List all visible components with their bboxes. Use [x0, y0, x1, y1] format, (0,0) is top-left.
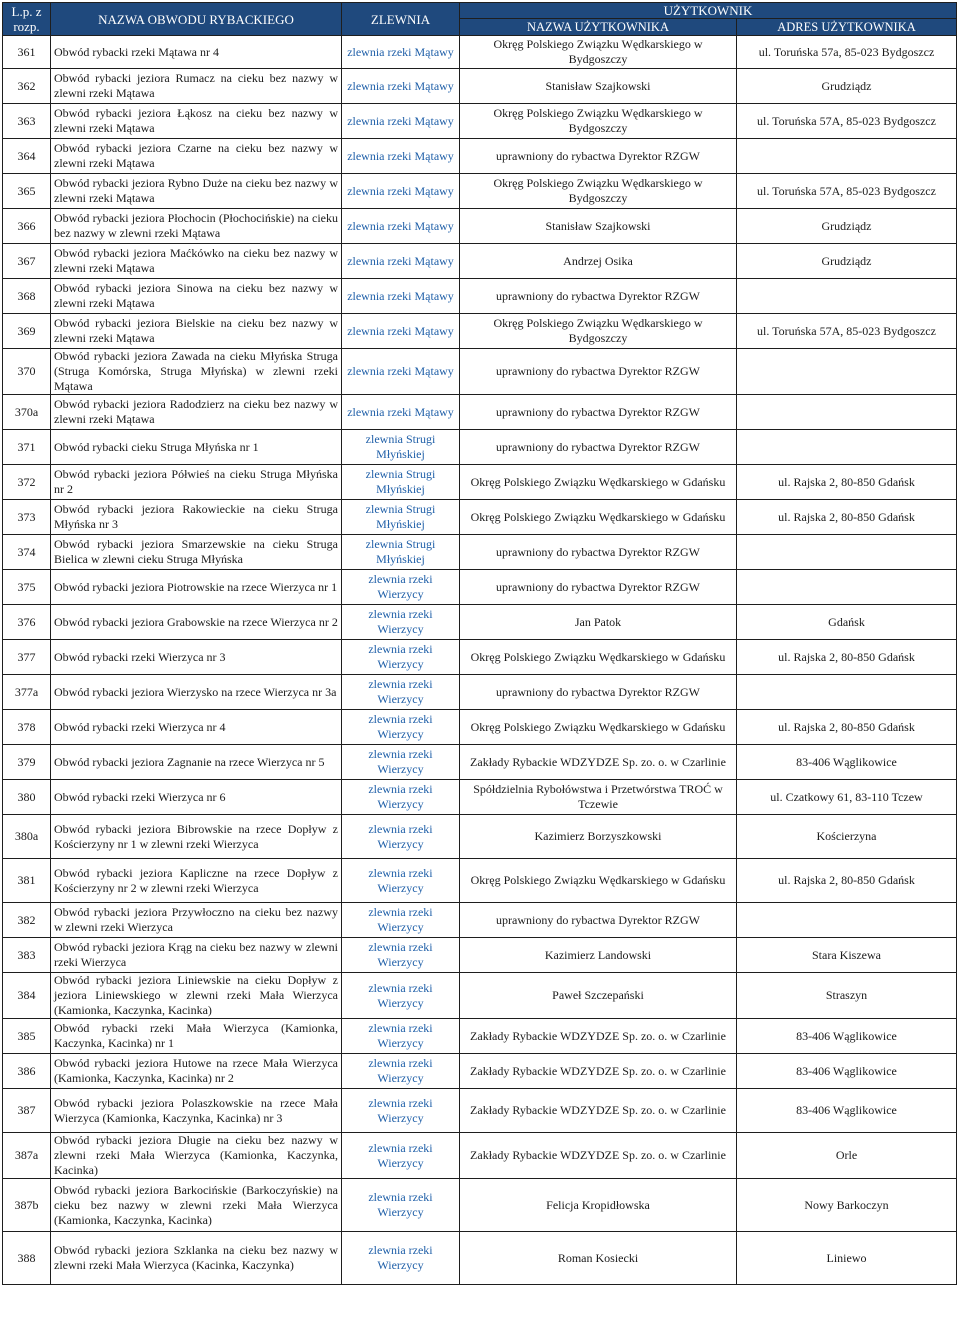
row-lp: 387a [3, 1133, 51, 1179]
row-user-address: Gdańsk [737, 605, 957, 640]
row-lp: 387 [3, 1089, 51, 1133]
row-user-name: Okręg Polskiego Związku Wędkarskiego w Gdańsku [460, 500, 737, 535]
row-basin: zlewnia rzeki Mątawy [342, 349, 460, 395]
row-basin: zlewnia Strugi Młyńskiej [342, 535, 460, 570]
row-basin: zlewnia rzeki Wierzycy [342, 1179, 460, 1232]
row-user-name: Okręg Polskiego Związku Wędkarskiego w Bydgoszczy [460, 174, 737, 209]
row-lp: 362 [3, 69, 51, 104]
row-district-name: Obwód rybacki rzeki Wierzyca nr 6 [51, 780, 342, 815]
row-district-name: Obwód rybacki jeziora Szklanka na cieku bez nazwy w zlewni rzeki Mała Wierzyca (Kacinka, Kaczynka) [51, 1232, 342, 1285]
row-lp: 384 [3, 973, 51, 1019]
row-district-name: Obwód rybacki jeziora Smarzewskie na cieku Struga Bielica w zlewni cieku Struga Młyńska [51, 535, 342, 570]
row-lp: 368 [3, 279, 51, 314]
row-user-address: 83-406 Wąglikowice [737, 1089, 957, 1133]
row-district-name: Obwód rybacki jeziora Kapliczne na rzece Dopływ z Kościerzyny nr 2 w zlewni rzeki Wierzyca [51, 859, 342, 903]
row-district-name: Obwód rybacki jeziora Rakowieckie na cieku Struga Młyńska nr 3 [51, 500, 342, 535]
table-row [3, 815, 957, 859]
row-user-address: 83-406 Wąglikowice [737, 1019, 957, 1054]
row-district-name: Obwód rybacki jeziora Płochocin (Płochocińskie) na cieku bez nazwy w zlewni rzeki Mątawa [51, 209, 342, 244]
header-lp: L.p. z rozp. [3, 3, 51, 36]
table-row [3, 465, 957, 500]
row-user-address: ul. Rajska 2, 80-850 Gdańsk [737, 640, 957, 675]
row-basin: zlewnia rzeki Mątawy [342, 104, 460, 139]
row-user-name: Stanisław Szajkowski [460, 209, 737, 244]
table-row [3, 780, 957, 815]
row-user-name: Zakłady Rybackie WDZYDZE Sp. zo. o. w Czarlinie [460, 1019, 737, 1054]
row-basin: zlewnia rzeki Wierzycy [342, 859, 460, 903]
row-basin: zlewnia rzeki Wierzycy [342, 1054, 460, 1089]
row-user-address: ul. Toruńska 57a, 85-023 Bydgoszcz [737, 36, 957, 69]
row-district-name: Obwód rybacki jeziora Krąg na cieku bez nazwy w zlewni rzeki Wierzyca [51, 938, 342, 973]
row-basin: zlewnia rzeki Wierzycy [342, 1089, 460, 1133]
table-body [3, 36, 957, 1285]
row-user-name: Felicja Kropidłowska [460, 1179, 737, 1232]
row-lp: 370a [3, 395, 51, 430]
row-lp: 377a [3, 675, 51, 710]
row-user-address: Grudziądz [737, 69, 957, 104]
row-basin: zlewnia rzeki Mątawy [342, 395, 460, 430]
row-district-name: Obwód rybacki jeziora Łąkosz na cieku bez nazwy w zlewni rzeki Mątawa [51, 104, 342, 139]
row-user-address: ul. Rajska 2, 80-850 Gdańsk [737, 465, 957, 500]
row-user-address: Grudziądz [737, 209, 957, 244]
header-user-name: NAZWA UŻYTKOWNIKA [460, 19, 737, 36]
table-row [3, 104, 957, 139]
row-lp: 377 [3, 640, 51, 675]
table-row [3, 430, 957, 465]
row-user-address [737, 349, 957, 395]
row-lp: 382 [3, 903, 51, 938]
row-basin: zlewnia rzeki Mątawy [342, 244, 460, 279]
table-row [3, 395, 957, 430]
row-district-name: Obwód rybacki jeziora Piotrowskie na rzece Wierzyca nr 1 [51, 570, 342, 605]
row-district-name: Obwód rybacki rzeki Wierzyca nr 4 [51, 710, 342, 745]
row-lp: 373 [3, 500, 51, 535]
row-basin: zlewnia Strugi Młyńskiej [342, 465, 460, 500]
row-district-name: Obwód rybacki rzeki Mątawa nr 4 [51, 36, 342, 69]
row-user-name: Roman Kosiecki [460, 1232, 737, 1285]
row-user-name: uprawniony do rybactwa Dyrektor RZGW [460, 349, 737, 395]
row-lp: 361 [3, 36, 51, 69]
row-district-name: Obwód rybacki jeziora Bielskie na cieku bez nazwy w zlewni rzeki Mątawa [51, 314, 342, 349]
row-basin: zlewnia rzeki Wierzycy [342, 745, 460, 780]
row-lp: 369 [3, 314, 51, 349]
table-row [3, 209, 957, 244]
table-row [3, 500, 957, 535]
row-basin: zlewnia rzeki Wierzycy [342, 710, 460, 745]
row-user-name: Zakłady Rybackie WDZYDZE Sp. zo. o. w Czarlinie [460, 1054, 737, 1089]
row-lp: 363 [3, 104, 51, 139]
row-basin: zlewnia rzeki Wierzycy [342, 675, 460, 710]
row-lp: 370 [3, 349, 51, 395]
row-user-address [737, 675, 957, 710]
row-user-name: uprawniony do rybactwa Dyrektor RZGW [460, 279, 737, 314]
row-basin: zlewnia rzeki Mątawy [342, 314, 460, 349]
row-user-address [737, 279, 957, 314]
row-basin: zlewnia rzeki Wierzycy [342, 938, 460, 973]
row-district-name: Obwód rybacki jeziora Przywłoczno na cieku bez nazwy w zlewni rzeki Wierzyca [51, 903, 342, 938]
row-user-address [737, 395, 957, 430]
row-lp: 371 [3, 430, 51, 465]
row-user-name: Zakłady Rybackie WDZYDZE Sp. zo. o. w Czarlinie [460, 1133, 737, 1179]
row-user-address: ul. Czatkowy 61, 83-110 Tczew [737, 780, 957, 815]
row-district-name: Obwód rybacki jeziora Grabowskie na rzece Wierzyca nr 2 [51, 605, 342, 640]
row-basin: zlewnia rzeki Wierzycy [342, 640, 460, 675]
row-district-name: Obwód rybacki jeziora Barkocińskie (Barkoczyńskie) na cieku bez nazwy w zlewni rzeki Mała Wierzyca (Kamionka, Kaczynka, Kacinka) [51, 1179, 342, 1232]
table-row [3, 1054, 957, 1089]
row-district-name: Obwód rybacki jeziora Polaszkowskie na rzece Mała Wierzyca (Kamionka, Kaczynka, Kacinka) nr 3 [51, 1089, 342, 1133]
row-user-address: ul. Toruńska 57A, 85-023 Bydgoszcz [737, 174, 957, 209]
row-basin: zlewnia rzeki Wierzycy [342, 815, 460, 859]
row-basin: zlewnia rzeki Mątawy [342, 174, 460, 209]
row-district-name: Obwód rybacki jeziora Bibrowskie na rzece Dopływ z Kościerzyny nr 1 w zlewni rzeki Wierzyca [51, 815, 342, 859]
row-user-address: ul. Toruńska 57A, 85-023 Bydgoszcz [737, 314, 957, 349]
table-row [3, 36, 957, 69]
row-user-name: Zakłady Rybackie WDZYDZE Sp. zo. o. w Czarlinie [460, 1089, 737, 1133]
row-basin: zlewnia rzeki Wierzycy [342, 903, 460, 938]
table-row [3, 279, 957, 314]
row-district-name: Obwód rybacki jeziora Maćkówko na cieku bez nazwy w zlewni rzeki Mątawa [51, 244, 342, 279]
row-basin: zlewnia rzeki Mątawy [342, 139, 460, 174]
header-basin: ZLEWNIA [342, 3, 460, 36]
row-user-name: Okręg Polskiego Związku Wędkarskiego w Gdańsku [460, 859, 737, 903]
row-user-address: Nowy Barkoczyn [737, 1179, 957, 1232]
table-row [3, 139, 957, 174]
row-lp: 374 [3, 535, 51, 570]
row-user-name: uprawniony do rybactwa Dyrektor RZGW [460, 430, 737, 465]
row-user-address: Straszyn [737, 973, 957, 1019]
table-row [3, 314, 957, 349]
table-row [3, 903, 957, 938]
row-basin: zlewnia rzeki Wierzycy [342, 1232, 460, 1285]
row-lp: 367 [3, 244, 51, 279]
row-user-address: ul. Rajska 2, 80-850 Gdańsk [737, 859, 957, 903]
row-district-name: Obwód rybacki rzeki Mała Wierzyca (Kamionka, Kaczynka, Kacinka) nr 1 [51, 1019, 342, 1054]
table-row [3, 69, 957, 104]
row-lp: 364 [3, 139, 51, 174]
row-user-name: Okręg Polskiego Związku Wędkarskiego w Bydgoszczy [460, 314, 737, 349]
row-lp: 375 [3, 570, 51, 605]
row-lp: 372 [3, 465, 51, 500]
row-basin: zlewnia rzeki Wierzycy [342, 1133, 460, 1179]
table-row [3, 1179, 957, 1232]
header-district-name: NAZWA OBWODU RYBACKIEGO [51, 3, 342, 36]
table-row [3, 1089, 957, 1133]
table-row [3, 1019, 957, 1054]
row-district-name: Obwód rybacki cieku Struga Młyńska nr 1 [51, 430, 342, 465]
row-basin: zlewnia rzeki Wierzycy [342, 605, 460, 640]
row-user-address: Orle [737, 1133, 957, 1179]
row-user-name: Paweł Szczepański [460, 973, 737, 1019]
table-row [3, 859, 957, 903]
row-user-name: Zakłady Rybackie WDZYDZE Sp. zo. o. w Czarlinie [460, 745, 737, 780]
row-user-name: Okręg Polskiego Związku Wędkarskiego w Gdańsku [460, 710, 737, 745]
row-user-address [737, 535, 957, 570]
table-row [3, 710, 957, 745]
row-lp: 376 [3, 605, 51, 640]
row-lp: 385 [3, 1019, 51, 1054]
header-user-address: ADRES UŻYTKOWNIKA [737, 19, 957, 36]
row-user-address [737, 570, 957, 605]
row-user-name: uprawniony do rybactwa Dyrektor RZGW [460, 139, 737, 174]
row-basin: zlewnia rzeki Mątawy [342, 279, 460, 314]
row-lp: 379 [3, 745, 51, 780]
row-district-name: Obwód rybacki jeziora Zawada na cieku Młyńska Struga (Struga Komórska, Struga Młyńska) w zlewni rzeki Mątawa [51, 349, 342, 395]
table-row [3, 570, 957, 605]
row-user-name: Okręg Polskiego Związku Wędkarskiego w Gdańsku [460, 640, 737, 675]
row-user-name: Okręg Polskiego Związku Wędkarskiego w Bydgoszczy [460, 36, 737, 69]
row-district-name: Obwód rybacki jeziora Liniewskie na cieku Dopływ z jeziora Liniewskiego w zlewni rzeki Mała Wierzyca (Kamionka, Kaczynka, Kacinka) [51, 973, 342, 1019]
row-user-name: Andrzej Osika [460, 244, 737, 279]
row-district-name: Obwód rybacki jeziora Półwieś na cieku Struga Młyńska nr 2 [51, 465, 342, 500]
row-user-address: 83-406 Wąglikowice [737, 1054, 957, 1089]
table-row [3, 174, 957, 209]
row-basin: zlewnia rzeki Wierzycy [342, 1019, 460, 1054]
table-row [3, 938, 957, 973]
row-user-name: Kazimierz Landowski [460, 938, 737, 973]
row-user-address: Stara Kiszewa [737, 938, 957, 973]
row-user-address: 83-406 Wąglikowice [737, 745, 957, 780]
row-lp: 381 [3, 859, 51, 903]
table-row [3, 244, 957, 279]
row-user-name: Jan Patok [460, 605, 737, 640]
row-basin: zlewnia Strugi Młyńskiej [342, 500, 460, 535]
row-user-name: Kazimierz Borzyszkowski [460, 815, 737, 859]
row-user-name: uprawniony do rybactwa Dyrektor RZGW [460, 570, 737, 605]
row-basin: zlewnia Strugi Młyńskiej [342, 430, 460, 465]
table-row [3, 349, 957, 395]
row-user-address [737, 903, 957, 938]
row-user-name: uprawniony do rybactwa Dyrektor RZGW [460, 395, 737, 430]
row-lp: 387b [3, 1179, 51, 1232]
row-lp: 386 [3, 1054, 51, 1089]
row-user-address: Grudziądz [737, 244, 957, 279]
row-user-name: uprawniony do rybactwa Dyrektor RZGW [460, 903, 737, 938]
row-lp: 388 [3, 1232, 51, 1285]
row-lp: 380a [3, 815, 51, 859]
header-user: UŻYTKOWNIK [460, 3, 957, 19]
row-basin: zlewnia rzeki Wierzycy [342, 973, 460, 1019]
row-lp: 365 [3, 174, 51, 209]
row-basin: zlewnia rzeki Mątawy [342, 36, 460, 69]
table-row [3, 675, 957, 710]
row-district-name: Obwód rybacki jeziora Wierzysko na rzece Wierzyca nr 3a [51, 675, 342, 710]
row-user-name: Spółdzielnia Rybołówstwa i Przetwórstwa TROĆ w Tczewie [460, 780, 737, 815]
row-user-address: ul. Rajska 2, 80-850 Gdańsk [737, 710, 957, 745]
row-district-name: Obwód rybacki rzeki Wierzyca nr 3 [51, 640, 342, 675]
row-user-name: Stanisław Szajkowski [460, 69, 737, 104]
row-user-name: uprawniony do rybactwa Dyrektor RZGW [460, 535, 737, 570]
row-user-address: ul. Rajska 2, 80-850 Gdańsk [737, 500, 957, 535]
row-district-name: Obwód rybacki jeziora Rumacz na cieku bez nazwy w zlewni rzeki Mątawa [51, 69, 342, 104]
table-row [3, 973, 957, 1019]
row-district-name: Obwód rybacki jeziora Długie na cieku bez nazwy w zlewni rzeki Mała Wierzyca (Kamionka, Kaczynka, Kacinka) [51, 1133, 342, 1179]
row-user-name: Okręg Polskiego Związku Wędkarskiego w Gdańsku [460, 465, 737, 500]
row-lp: 383 [3, 938, 51, 973]
row-user-address: ul. Toruńska 57A, 85-023 Bydgoszcz [737, 104, 957, 139]
table-row [3, 745, 957, 780]
row-user-address [737, 139, 957, 174]
row-basin: zlewnia rzeki Mątawy [342, 69, 460, 104]
row-lp: 380 [3, 780, 51, 815]
table-row [3, 640, 957, 675]
table-row [3, 1232, 957, 1285]
row-district-name: Obwód rybacki jeziora Sinowa na cieku bez nazwy w zlewni rzeki Mątawa [51, 279, 342, 314]
row-basin: zlewnia rzeki Wierzycy [342, 570, 460, 605]
row-basin: zlewnia rzeki Wierzycy [342, 780, 460, 815]
row-district-name: Obwód rybacki jeziora Czarne na cieku bez nazwy w zlewni rzeki Mątawa [51, 139, 342, 174]
row-user-address: Kościerzyna [737, 815, 957, 859]
row-district-name: Obwód rybacki jeziora Radodzierz na cieku bez nazwy w zlewni rzeki Mątawa [51, 395, 342, 430]
row-user-address [737, 430, 957, 465]
row-district-name: Obwód rybacki jeziora Zagnanie na rzece Wierzyca nr 5 [51, 745, 342, 780]
fishing-district-register-table [2, 2, 957, 1285]
row-user-name: uprawniony do rybactwa Dyrektor RZGW [460, 675, 737, 710]
row-district-name: Obwód rybacki jeziora Hutowe na rzece Mała Wierzyca (Kamionka, Kaczynka, Kacinka) nr 2 [51, 1054, 342, 1089]
row-district-name: Obwód rybacki jeziora Rybno Duże na cieku bez nazwy w zlewni rzeki Mątawa [51, 174, 342, 209]
table-row [3, 605, 957, 640]
row-lp: 378 [3, 710, 51, 745]
row-user-name: Okręg Polskiego Związku Wędkarskiego w Bydgoszczy [460, 104, 737, 139]
row-lp: 366 [3, 209, 51, 244]
table-row [3, 535, 957, 570]
table-row [3, 1133, 957, 1179]
row-basin: zlewnia rzeki Mątawy [342, 209, 460, 244]
row-user-address: Liniewo [737, 1232, 957, 1285]
